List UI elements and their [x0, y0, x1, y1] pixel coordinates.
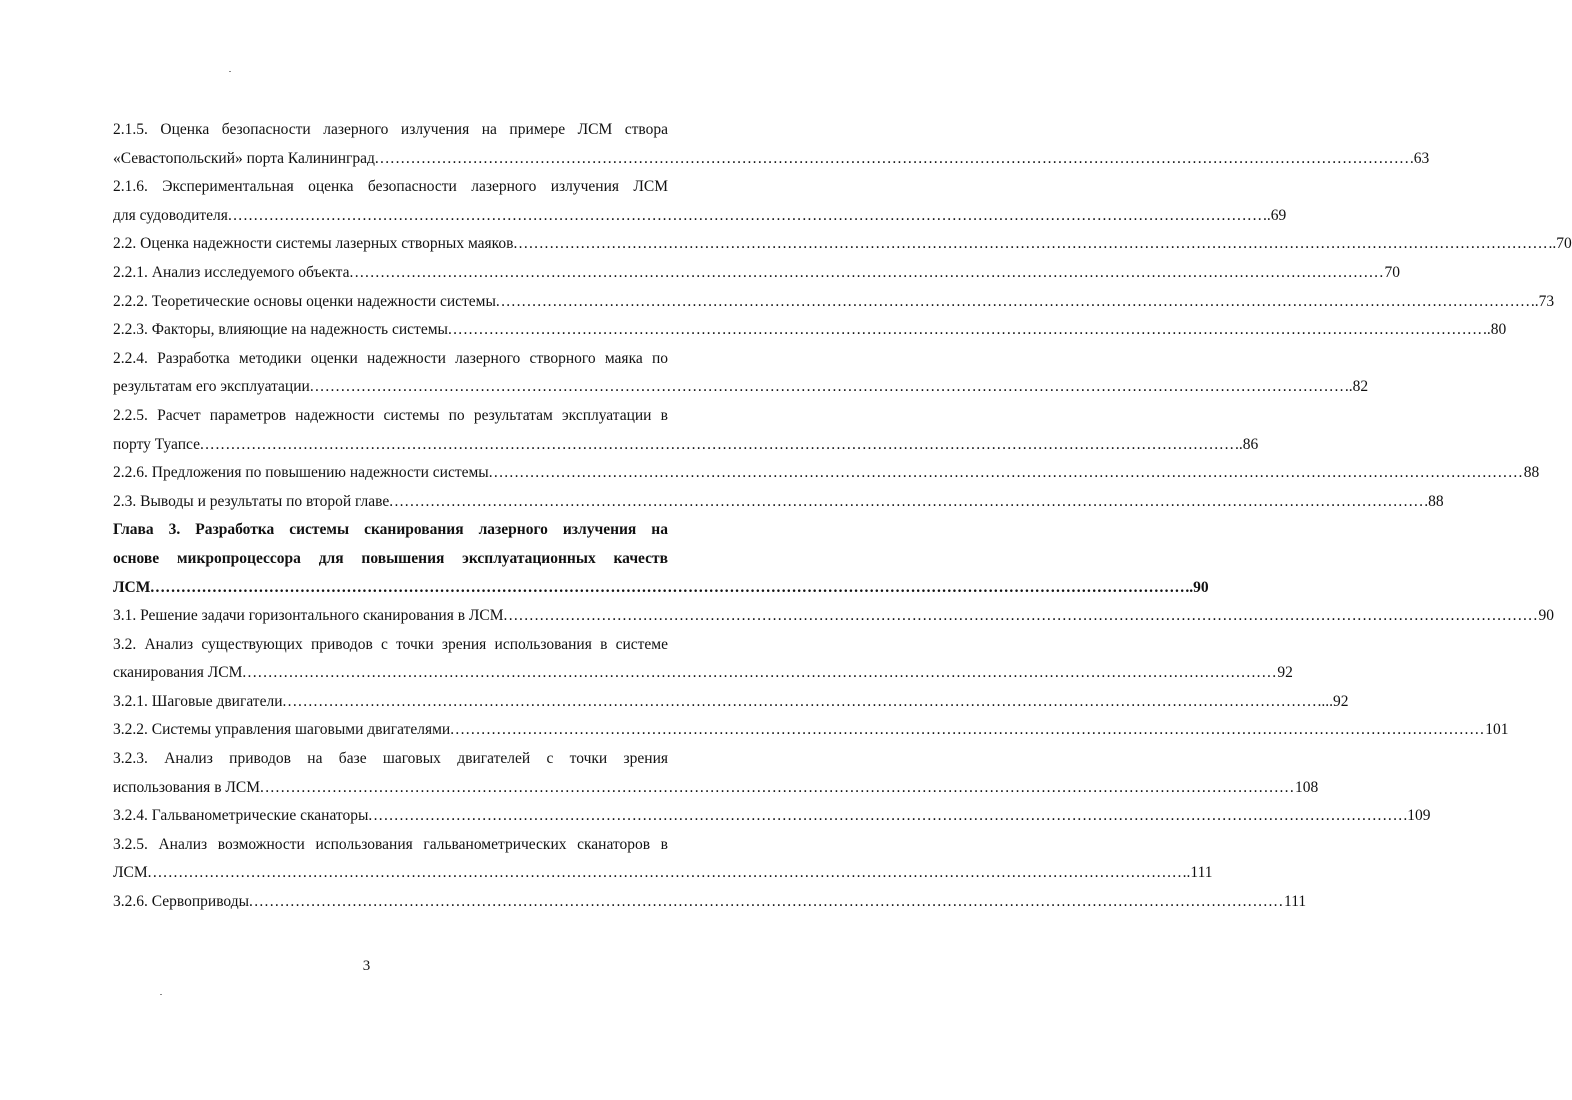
- toc-entry-title: для судоводителя: [113, 206, 228, 224]
- toc-entry-title: 3.2.2. Системы управления шаговыми двигателями: [113, 721, 451, 739]
- dot-leader: ........................................................................................................................................................................................................: [260, 778, 1296, 796]
- toc-entry: [113, 688, 1349, 717]
- toc-entry-line: 3.2.5. Анализ возможности использования гальванометрических сканаторов в: [113, 835, 668, 853]
- toc-page-number: .63: [1409, 149, 1430, 167]
- dot-leader: ........................................................................................................................................................................................................: [389, 492, 1425, 510]
- page-number: 3: [362, 958, 371, 974]
- dot-leader: ........................................................................................................................................................................................................: [282, 692, 1318, 710]
- toc-entry-last-line: [113, 202, 1287, 231]
- toc-entry: [113, 345, 1369, 402]
- toc-entry-title: 2.2.1. Анализ исследуемого объекта: [113, 263, 350, 281]
- toc-entry-line: Глава 3. Разработка системы сканирования лазерного излучения на: [113, 521, 668, 539]
- toc-page-number: ..86: [1234, 435, 1259, 453]
- dot-leader: ........................................................................................................................................................................................................: [495, 292, 1531, 310]
- toc-entry: [113, 459, 1540, 488]
- dot-leader: ........................................................................................................................................................................................................: [199, 435, 1235, 453]
- dot-leader: ........................................................................................................................................................................................................: [447, 321, 1483, 339]
- toc-entry: [113, 716, 1509, 745]
- toc-page-number: 92: [1277, 664, 1293, 682]
- dot-leader: ........................................................................................................................................................................................................: [249, 893, 1285, 911]
- toc-entry-title: результатам его эксплуатации: [113, 378, 310, 396]
- toc-entry-title: ЛСМ: [113, 864, 148, 882]
- toc-page-number: 101: [1485, 721, 1509, 739]
- dot-leader: ........................................................................................................................................................................................................: [242, 664, 1278, 682]
- dot-leader: ........................................................................................................................................................................................................: [147, 864, 1183, 882]
- scan-speck: [229, 71, 231, 72]
- toc-entry-last-line: [113, 688, 1349, 717]
- toc-entry-title: ЛСМ: [113, 578, 151, 596]
- toc-page-number: ..80: [1482, 321, 1507, 339]
- toc-entry-title: 2.2.3. Факторы, влияющие на надежность системы: [113, 321, 448, 339]
- dot-leader: ........................................................................................................................................................................................................: [309, 378, 1345, 396]
- dot-leader: ........................................................................................................................................................................................................: [374, 149, 1410, 167]
- toc-entry: [113, 888, 1307, 917]
- toc-entry-last-line: [113, 802, 1431, 831]
- dot-leader: ........................................................................................................................................................................................................: [503, 607, 1539, 625]
- toc-entry-title: «Севастопольский» порта Калининград: [113, 149, 375, 167]
- scan-speck: [160, 994, 162, 995]
- dot-leader: ........................................................................................................................................................................................................: [513, 235, 1549, 253]
- toc-entry: [113, 516, 1209, 602]
- dot-leader: ........................................................................................................................................................................................................: [450, 721, 1486, 739]
- toc-entry-title: 2.2. Оценка надежности системы лазерных створных маяков: [113, 235, 514, 253]
- toc-entry-line: 3.2.3. Анализ приводов на базе шаговых двигателей с точки зрения: [113, 750, 668, 768]
- toc-entry-line: 2.1.5. Оценка безопасности лазерного излучения на примере ЛСМ створа: [113, 121, 668, 138]
- toc-entry-title: сканирования ЛСМ: [113, 664, 243, 682]
- toc-entry-last-line: [113, 774, 1319, 803]
- toc-entry: [113, 745, 1319, 802]
- toc-page-number: 70: [1384, 263, 1401, 281]
- toc-entry-title: 2.2.2. Теоретические основы оценки надежности системы: [113, 292, 496, 310]
- toc-entry: [113, 288, 1555, 317]
- toc-entry-title: 3.2.4. Гальванометрические сканаторы: [113, 807, 369, 825]
- toc-entry: [113, 631, 1293, 688]
- toc-entry: [113, 116, 1430, 173]
- toc-entry: [113, 831, 1213, 888]
- dot-leader: ........................................................................................................................................................................................................: [227, 206, 1263, 224]
- toc-page-number: 108: [1295, 778, 1319, 796]
- toc-entry-title: 2.2.6. Предложения по повышению надежности системы: [113, 464, 489, 482]
- toc-entry-last-line: [113, 259, 1401, 288]
- toc-entry-last-line: [113, 659, 1293, 688]
- toc-entry-last-line: [113, 716, 1509, 745]
- dot-leader: ........................................................................................................................................................................................................: [368, 807, 1404, 825]
- toc-page-number: ....92: [1317, 692, 1349, 710]
- toc-entry-last-line: [113, 859, 1213, 888]
- toc-entry-line: 2.2.4. Разработка методики оценки надежности лазерного створного маяка по: [113, 349, 668, 367]
- toc-page-number: .88: [1424, 492, 1444, 510]
- toc-page-number: ..82: [1344, 378, 1369, 396]
- toc-entry-last-line: [113, 574, 1209, 603]
- toc-entry: [113, 488, 1444, 517]
- toc-entry-line: 2.2.5. Расчет параметров надежности системы по результатам эксплуатации в: [113, 406, 668, 424]
- toc-entry: [113, 316, 1507, 345]
- toc-entry: [113, 230, 1572, 259]
- toc-entry-title: 2.3. Выводы и результаты по второй главе: [113, 492, 390, 510]
- toc-entry-last-line: [113, 602, 1555, 631]
- toc-page-number: ..69: [1262, 206, 1287, 224]
- toc-page-number: .109: [1403, 807, 1431, 825]
- toc-entry-last-line: [113, 316, 1507, 345]
- toc-entry-last-line: [113, 145, 1430, 174]
- toc-page-number: 88: [1523, 464, 1540, 482]
- toc-entry-last-line: [113, 288, 1555, 317]
- toc-page-number: ..90: [1185, 578, 1209, 596]
- toc-page-number: ..73: [1530, 292, 1555, 310]
- toc-entry-last-line: [113, 431, 1259, 460]
- toc-entry-line: 2.1.6. Экспериментальная оценка безопасности лазерного излучения ЛСМ: [113, 178, 668, 196]
- toc-page-number: 111: [1284, 893, 1307, 911]
- toc-entry-last-line: [113, 459, 1540, 488]
- dot-leader: ........................................................................................................................................................................................................: [150, 578, 1186, 596]
- table-of-contents: [113, 116, 1572, 917]
- toc-entry-title: использования в ЛСМ: [113, 778, 261, 796]
- toc-entry-title: порту Туапсе: [113, 435, 200, 453]
- toc-entry-title: 3.1. Решение задачи горизонтального сканирования в ЛСМ: [113, 607, 504, 625]
- toc-entry-title: 3.2.1. Шаговые двигатели: [113, 692, 283, 710]
- toc-entry: [113, 602, 1555, 631]
- toc-page-number: 90: [1538, 607, 1555, 625]
- toc-entry-last-line: [113, 373, 1369, 402]
- toc-entry: [113, 173, 1287, 230]
- toc-entry: [113, 259, 1401, 288]
- toc-page-number: ..111: [1182, 864, 1213, 882]
- toc-entry: [113, 802, 1431, 831]
- toc-entry: [113, 402, 1259, 459]
- toc-entry-last-line: [113, 488, 1444, 517]
- toc-entry-last-line: [113, 230, 1572, 259]
- dot-leader: ........................................................................................................................................................................................................: [349, 263, 1385, 281]
- toc-entry-line: 3.2. Анализ существующих приводов с точки зрения использования в системе: [113, 635, 668, 653]
- toc-entry-title: 3.2.6. Сервоприводы: [113, 893, 250, 911]
- toc-entry-last-line: [113, 888, 1307, 917]
- dot-leader: ........................................................................................................................................................................................................: [488, 464, 1524, 482]
- toc-entry-line: основе микропроцессора для повышения эксплуатационных качеств: [113, 549, 668, 567]
- toc-page-number: ..70: [1548, 235, 1572, 253]
